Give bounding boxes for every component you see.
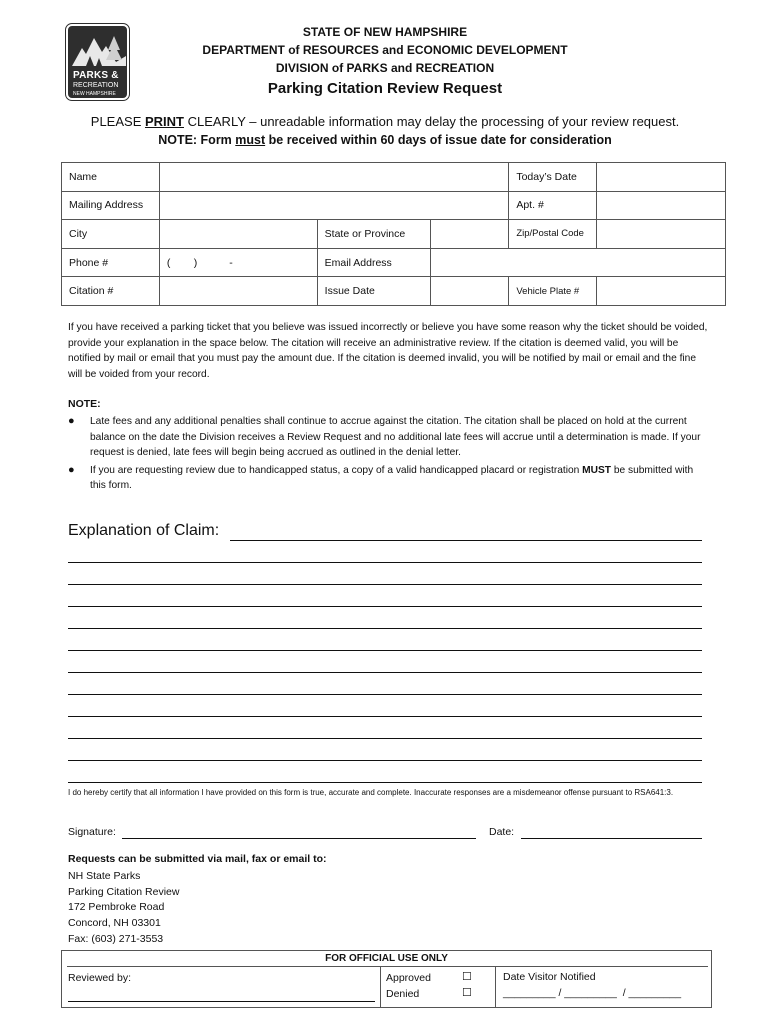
city-field[interactable] [159,220,317,249]
reviewed-by-field[interactable] [68,1001,375,1002]
official-use-title: FOR OFFICIAL USE ONLY [325,953,448,964]
explanation-line[interactable] [68,606,702,607]
approved-checkbox[interactable]: ☐ [462,971,472,983]
explanation-line[interactable] [68,628,702,629]
explanation-line[interactable] [68,738,702,739]
reviewed-by-label: Reviewed by: [68,972,132,984]
explanation-line[interactable] [68,672,702,673]
name-field[interactable] [159,163,508,192]
mailing-address-field[interactable] [159,191,508,220]
phone-field[interactable]: ( ) - [159,248,317,277]
issue-date-label: Issue Date [317,277,430,306]
date-label: Date: [489,826,515,838]
submission-heading: Requests can be submitted via mail, fax or email to: [68,853,327,865]
explanation-label: Explanation of Claim: [68,522,220,539]
logo-text-parks: PARKS & [73,70,119,81]
email-label: Email Address [317,248,430,277]
header-state: STATE OF NEW HAMPSHIRE [302,25,468,39]
approved-label: Approved [386,972,431,984]
header-department: DEPARTMENT of RESOURCES and ECONOMIC DEVELOPMENT [202,43,568,57]
explanation-line[interactable] [68,782,702,783]
header-division: DIVISION of PARKS and RECREATION [275,61,495,75]
form-title: Parking Citation Review Request [267,80,503,97]
divider [67,966,708,967]
review-explanation-paragraph: If you have received a parking ticket that you believe was issued incorrectly or believe you have some reason why the ticket should be voided, provide your explanation in the space below. The citation will receive an administrative review. If the citation is deemed valid, you will be notified by mail or email that you must pay the amount due. If the citation is deemed invalid, you will be notified by mail or email and the fine will be voided from your record. [68,322,708,380]
explanation-line[interactable] [230,540,702,541]
official-use-box [61,950,712,1008]
denied-label: Denied [386,988,420,1000]
denied-checkbox[interactable]: ☐ [462,987,472,999]
note-late-fees: ● Late fees and any additional penalties shall continue to accrue against the citation. The citation shall be placed on hold at the current balance on the date the Division receives a Review Request and no additional late fees will accrue until a determination is made. If your request is denied, late fees will begin being accrued as outlined in the denial letter. [68,415,701,458]
signature-field[interactable] [122,838,476,839]
name-label: Name [62,163,160,192]
notes-list [68,414,710,496]
zip-field[interactable] [597,220,726,249]
notes-heading: NOTE: [68,398,101,410]
state-province-label: State or Province [317,220,430,249]
city-label: City [62,220,160,249]
todays-date-label: Today’s Date [509,163,597,192]
print-instruction: PLEASE PRINT CLEARLY – unreadable information may delay the processing of your review request. [90,114,680,129]
bullet-icon: ● [68,463,75,476]
certification-statement: I do hereby certify that all information I have provided on this form is true, accurate and complete. Inaccurate responses are a misdemeanor offense pursuant to RSA641:3. [68,788,674,797]
vehicle-plate-field[interactable] [597,277,726,306]
note-handicapped: ● If you are requesting review due to handicapped status, a copy of a valid handicapped placard or registration MUST be submitted with this form. [68,463,694,491]
mailing-address-label: Mailing Address [62,191,160,220]
apt-label: Apt. # [509,191,597,220]
citation-label: Citation # [62,277,160,306]
applicant-info-table [61,162,726,306]
explanation-line[interactable] [68,716,702,717]
apt-field[interactable] [597,191,726,220]
logo-text-state: NEW HAMPSHIRE [73,91,116,97]
explanation-line[interactable] [68,760,702,761]
logo-text-recreation: RECREATION [73,82,119,89]
vehicle-plate-label: Vehicle Plate # [509,277,597,306]
divider [380,967,381,1008]
state-province-field[interactable] [430,220,509,249]
date-visitor-notified-label: Date Visitor Notified [503,971,596,983]
phone-label: Phone # [62,248,160,277]
citation-field[interactable] [159,277,317,306]
email-field[interactable] [430,248,725,277]
signature-label: Signature: [68,826,116,838]
submission-address: NH State Parks Parking Citation Review 172 Pembroke Road Concord, NH 03301 Fax: (603) 271-3553 [68,870,180,945]
date-visitor-notified-field[interactable]: _________ / _________ / _________ [503,987,682,999]
todays-date-field[interactable] [597,163,726,192]
deadline-note: NOTE: Form must be received within 60 days of issue date for consideration [158,133,612,147]
zip-label: Zip/Postal Code [509,220,597,249]
explanation-line[interactable] [68,694,702,695]
explanation-line[interactable] [68,584,702,585]
divider [495,967,496,1008]
bullet-icon: ● [68,415,75,427]
explanation-line[interactable] [68,650,702,651]
issue-date-field[interactable] [430,277,509,306]
date-field[interactable] [521,838,702,839]
explanation-line[interactable] [68,562,702,563]
